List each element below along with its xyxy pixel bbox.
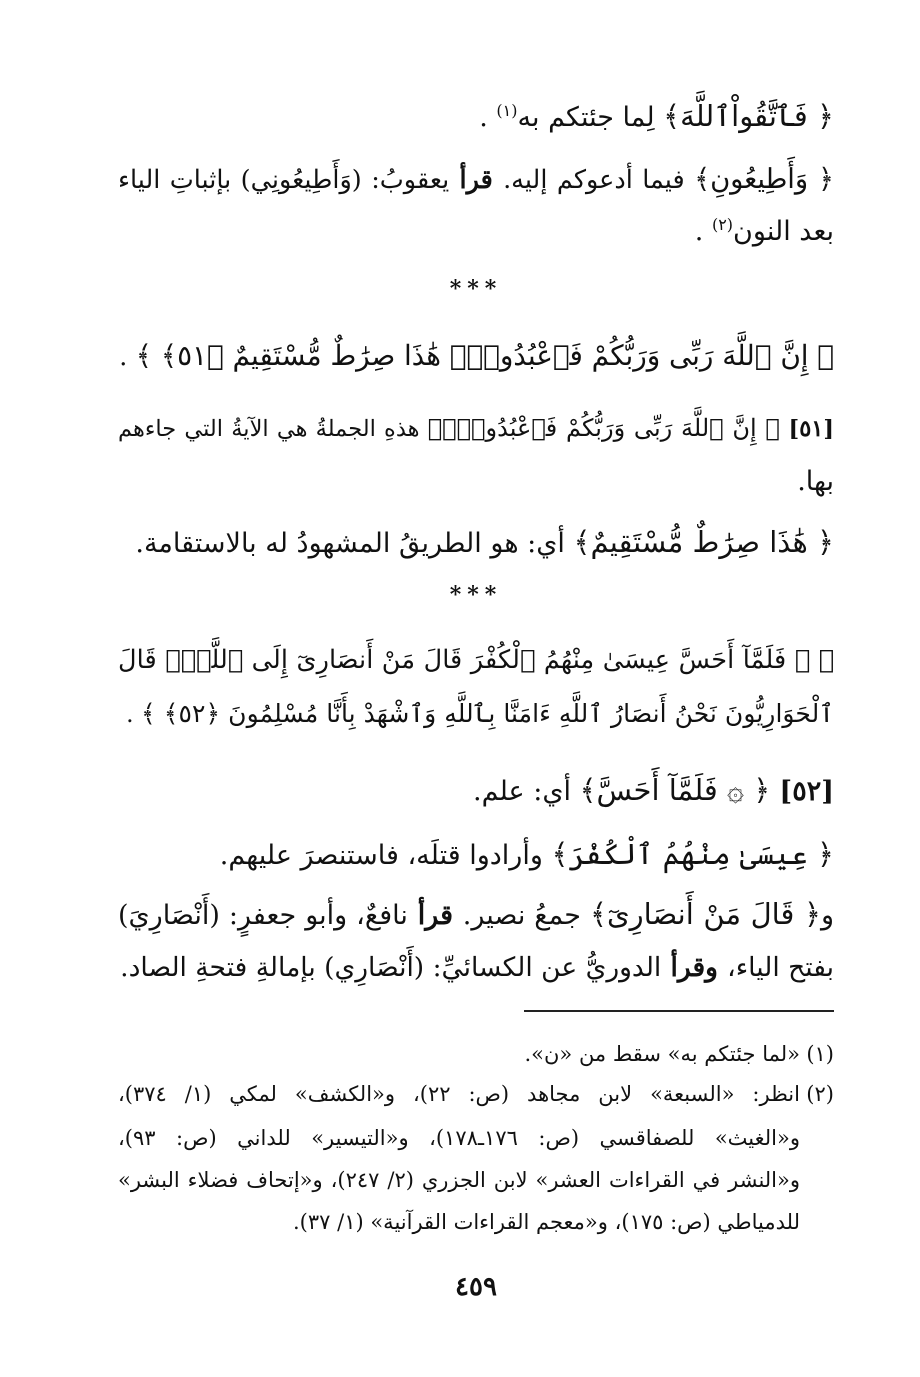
line-end: . (119, 342, 136, 372)
section-separator-1: *** (449, 276, 503, 302)
footnote-number: (١) (806, 1042, 834, 1066)
quran-quote: ﴿ فَٱتَّقُواْٱللَّهَ﴾ (663, 99, 834, 133)
qiraa-keyword: قرأ (449, 165, 504, 195)
quran-verse: ٱلْحَوَارِيُّونَ نَحْنُ أَنصَارُ ٱللَّهِ ءَامَنَّا بِٱللَّهِ وَٱشْهَدْ بِأَنَّا مُسْلِمُونَ ﴿٥٢﴾ ﴾ (141, 699, 834, 728)
line-end: . (694, 216, 712, 247)
commentary-text: وأرادوا قتلَه، فاستنصرَ عليهم. (219, 840, 552, 871)
footnote-2-line-4 (118, 1206, 834, 1238)
qiraa-keyword: قرأ (407, 900, 463, 931)
commentary-text: يعقوبُ: (وَأَطِيعُونِي) بإثباتِ الياء (118, 165, 450, 195)
footnote-text: و«النشر في القراءات العشر» لابن الجزري (٢/ ٢٤٧)، و«إتحاف فضلاء البشر» (118, 1168, 801, 1192)
book-page (118, 0, 834, 1377)
verse-number: [٥١] (788, 416, 835, 442)
footnote-2-line-2 (118, 1122, 834, 1154)
quran-quote: ﴿ قَالَ مَنْ أَنصَارِىٓ﴾ (589, 897, 821, 931)
text-line-5 (118, 408, 834, 449)
commentary-text: أي: علم. (473, 776, 580, 807)
footnote-text: للدمياطي (ص: ١٧٥)، و«معجم القراءات القرآنية» (١/ ٣٧). (292, 1210, 800, 1234)
commentary-text: و (820, 900, 834, 931)
quran-quote: ﴿ إِنَّ ٱللَّهَ رَبِّى وَرَبُّكُمْ فَٱعْبُدُوهُۚ﴾ (427, 414, 789, 442)
footnote-ref-1: (١) (496, 101, 518, 120)
footnote-text: انظر: «السبعة» لابن مجاهد (ص: ٢٢)، و«الكشف» لمكي (١/ ٣٧٤)، (118, 1082, 800, 1106)
footnote-ref-2: (٢) (711, 215, 734, 234)
quran-quote: ﴿ هَٰذَا صِرَٰطٌ مُّسْتَقِيمٌ﴾ (573, 525, 834, 559)
commentary-text: جمعُ نصير. (462, 900, 590, 931)
footnote-text: و«الغيث» للصفاقسي (ص: ١٧٦ـ١٧٨)، و«التيسير» للداني (ص: ٩٣)، (118, 1126, 800, 1150)
text-line-6 (118, 462, 834, 502)
commentary-text: الدوريُّ عن الكسائيِّ: (أَنْصَارِي) بإمالةِ فتحةِ الصاد. (120, 952, 662, 983)
text-line-12 (118, 894, 834, 936)
page-number: ٤٥٩ (455, 1272, 497, 1302)
quran-verse: ﴿ إِنَّ ٱللَّهَ رَبِّى وَرَبُّكُمْ فَٱعْبُدُوهُۚ هَٰذَا صِرَٰطٌ مُّسْتَقِيمٌ ﴿٥١﴾ ﴾ (135, 339, 834, 372)
commentary-text: بفتح الياء، (727, 952, 834, 983)
commentary-text: بها. (797, 466, 834, 497)
footnote-number: (٢) (806, 1082, 834, 1106)
commentary-text: أي: هو الطريقُ المشهودُ له بالاستقامة. (135, 528, 574, 559)
text-line-1 (118, 96, 834, 138)
verse-number: [٥٢] (779, 776, 834, 807)
commentary-text: لِما جئتكم به (517, 102, 664, 133)
commentary-text: بعد النون (733, 216, 834, 247)
verse-line-52a (118, 640, 834, 680)
text-line-3 (118, 212, 834, 252)
footnote-text: «لما جئتكم به» سقط من «ن». (524, 1042, 800, 1066)
verse-line-52b (118, 694, 834, 734)
text-line-2 (118, 160, 834, 200)
verse-line-51 (118, 336, 834, 377)
commentary-text: هذهِ الجملةُ هي الآيةُ التي جاءهم (118, 416, 428, 442)
commentary-text: نافعٌ، وأبو جعفرٍ: (أَنْصَارِيَ) (118, 900, 408, 931)
footnote-divider (524, 1010, 834, 1012)
footnote-2-line-1 (118, 1078, 834, 1110)
line-end: . (126, 700, 142, 728)
section-separator-2: *** (449, 582, 503, 608)
quran-quote: ﴿ ۞ فَلَمَّآ أَحَسَّ﴾ (579, 773, 780, 807)
text-line-11 (118, 834, 834, 876)
qiraa-keyword: وقرأ (661, 952, 728, 983)
text-line-13 (118, 948, 834, 988)
quran-quote: ﴿ وَأَطِيعُونِ﴾ (694, 164, 834, 195)
text-line-10 (118, 770, 834, 812)
footnote-1 (118, 1038, 834, 1070)
footnote-2-line-3 (118, 1164, 834, 1196)
commentary-text: فيما أدعوكم إليه. (503, 165, 695, 195)
line-end: . (479, 102, 497, 133)
quran-quote: ﴿ عِيسَىٰ مِنْهُمُ ٱلْكُفْرَ﴾ (551, 837, 834, 871)
quran-verse: ﴿ ۞ فَلَمَّآ أَحَسَّ عِيسَىٰ مِنْهُمُ ٱلْكُفْرَ قَالَ مَنْ أَنصَارِىٓ إِلَى ٱللَّهِۖ قَالَ (118, 645, 834, 675)
text-line-7 (118, 522, 834, 564)
